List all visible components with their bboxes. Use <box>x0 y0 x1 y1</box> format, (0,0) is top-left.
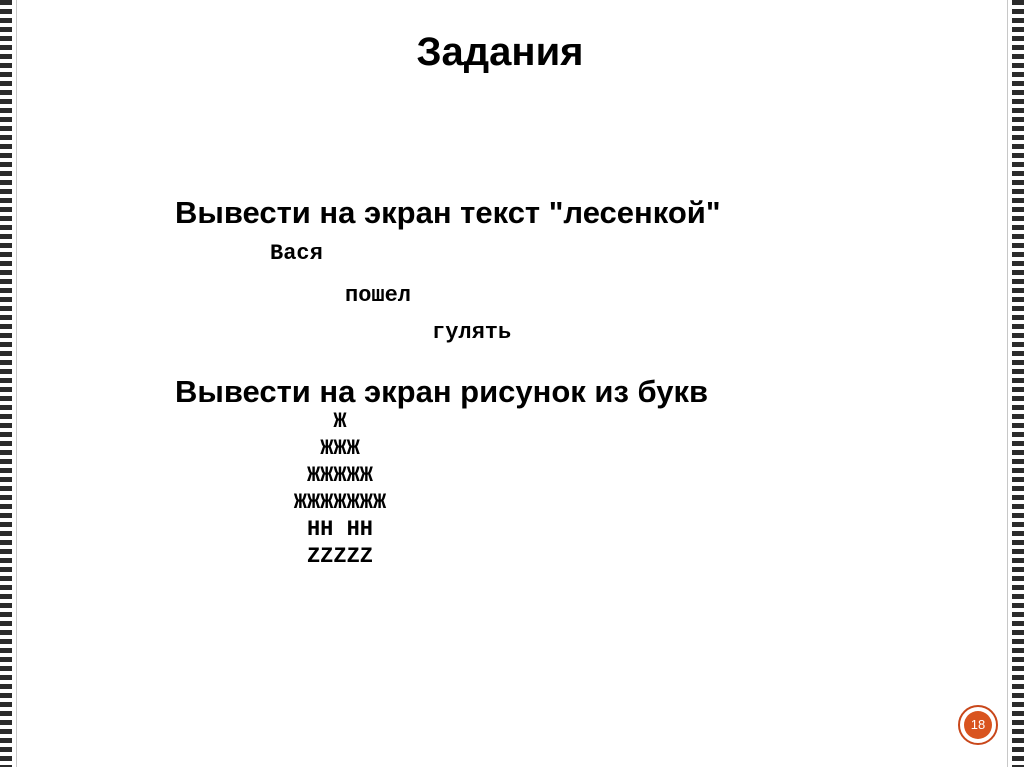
left-frame-border <box>0 0 12 767</box>
left-frame-line <box>16 0 17 767</box>
letter-art-row: ЖЖЖ <box>320 436 360 461</box>
letter-art <box>265 408 415 570</box>
slide-title: Задания <box>416 30 584 74</box>
task1-heading: Вывести на экран текст "лесенкой" <box>175 195 721 230</box>
right-frame-line <box>1007 0 1008 767</box>
letter-art-row: ZZZZZ <box>306 544 373 569</box>
letter-art-row: Ж <box>333 409 347 434</box>
letter-art-row: ЖЖЖЖЖ <box>306 463 373 488</box>
right-frame-border <box>1012 0 1024 767</box>
letter-art-row: НН НН <box>306 517 373 542</box>
page-number: 18 <box>964 711 992 739</box>
ladder-line-1: Вася <box>270 241 323 266</box>
task2-heading: Вывести на экран рисунок из букв <box>175 374 709 409</box>
ladder-line-3: гулять <box>432 320 512 345</box>
ladder-line-2: пошел <box>345 283 412 308</box>
page-number-badge <box>958 705 998 745</box>
letter-art-row: ЖЖЖЖЖЖЖ <box>293 490 387 515</box>
